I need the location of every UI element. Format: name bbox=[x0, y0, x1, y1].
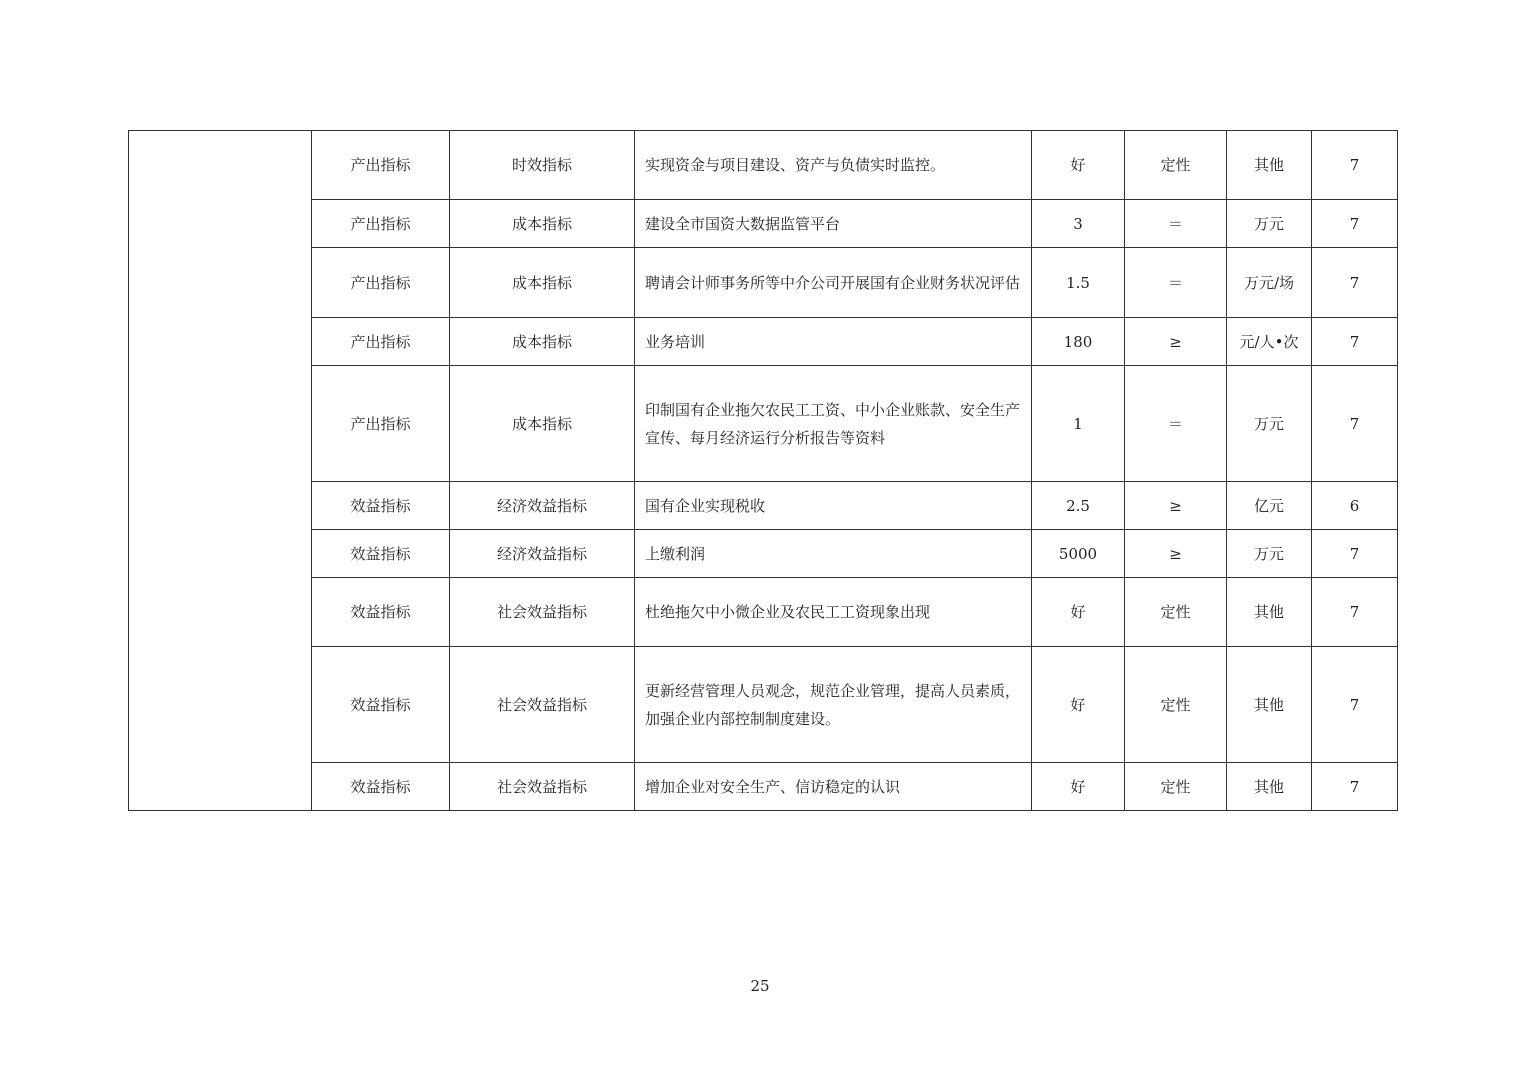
operator-cell: ＝ bbox=[1125, 366, 1227, 482]
indicator-description-cell: 上缴利润 bbox=[635, 530, 1032, 578]
unit-cell: 万元 bbox=[1227, 366, 1312, 482]
table-row bbox=[129, 763, 1398, 811]
level1-indicator-cell: 效益指标 bbox=[312, 578, 450, 647]
level2-indicator-cell: 社会效益指标 bbox=[450, 763, 635, 811]
table-row bbox=[129, 131, 1398, 200]
table-row bbox=[129, 647, 1398, 763]
level1-indicator-cell: 效益指标 bbox=[312, 482, 450, 530]
level2-indicator-cell: 社会效益指标 bbox=[450, 647, 635, 763]
level1-indicator-cell: 产出指标 bbox=[312, 131, 450, 200]
indicator-description-cell: 杜绝拖欠中小微企业及农民工工资现象出现 bbox=[635, 578, 1032, 647]
score-cell: 7 bbox=[1312, 200, 1398, 248]
operator-cell: 定性 bbox=[1125, 763, 1227, 811]
indicator-description-cell: 实现资金与项目建设、资产与负债实时监控。 bbox=[635, 131, 1032, 200]
score-cell: 6 bbox=[1312, 482, 1398, 530]
indicator-description-cell: 建设全市国资大数据监管平台 bbox=[635, 200, 1032, 248]
operator-cell: 定性 bbox=[1125, 131, 1227, 200]
operator-cell: ≥ bbox=[1125, 530, 1227, 578]
score-cell: 7 bbox=[1312, 131, 1398, 200]
table-row bbox=[129, 200, 1398, 248]
unit-cell: 其他 bbox=[1227, 131, 1312, 200]
score-cell: 7 bbox=[1312, 763, 1398, 811]
level2-indicator-cell: 社会效益指标 bbox=[450, 578, 635, 647]
score-cell: 7 bbox=[1312, 366, 1398, 482]
operator-cell: 定性 bbox=[1125, 578, 1227, 647]
level1-indicator-cell: 产出指标 bbox=[312, 366, 450, 482]
target-value-cell: 1.5 bbox=[1032, 248, 1125, 318]
level2-indicator-cell: 成本指标 bbox=[450, 248, 635, 318]
target-value-cell: 好 bbox=[1032, 647, 1125, 763]
table-row bbox=[129, 248, 1398, 318]
merged-empty-cell bbox=[129, 131, 312, 811]
operator-cell: ＝ bbox=[1125, 248, 1227, 318]
operator-cell: ≥ bbox=[1125, 318, 1227, 366]
score-cell: 7 bbox=[1312, 318, 1398, 366]
page-number: 25 bbox=[750, 977, 770, 995]
score-cell: 7 bbox=[1312, 248, 1398, 318]
target-value-cell: 好 bbox=[1032, 131, 1125, 200]
performance-indicator-table bbox=[128, 130, 1398, 811]
level2-indicator-cell: 成本指标 bbox=[450, 366, 635, 482]
unit-cell: 其他 bbox=[1227, 763, 1312, 811]
level1-indicator-cell: 效益指标 bbox=[312, 647, 450, 763]
indicator-description-cell: 印制国有企业拖欠农民工工资、中小企业账款、安全生产宣传、每月经济运行分析报告等资料 bbox=[635, 366, 1032, 482]
table-row bbox=[129, 482, 1398, 530]
level2-indicator-cell: 时效指标 bbox=[450, 131, 635, 200]
indicator-description-cell: 业务培训 bbox=[635, 318, 1032, 366]
target-value-cell: 好 bbox=[1032, 578, 1125, 647]
target-value-cell: 好 bbox=[1032, 763, 1125, 811]
indicator-description-cell: 更新经营管理人员观念，规范企业管理，提高人员素质，加强企业内部控制制度建设。 bbox=[635, 647, 1032, 763]
target-value-cell: 1 bbox=[1032, 366, 1125, 482]
indicator-description-cell: 国有企业实现税收 bbox=[635, 482, 1032, 530]
level2-indicator-cell: 成本指标 bbox=[450, 200, 635, 248]
table-row bbox=[129, 318, 1398, 366]
level2-indicator-cell: 成本指标 bbox=[450, 318, 635, 366]
indicator-description-cell: 聘请会计师事务所等中介公司开展国有企业财务状况评估 bbox=[635, 248, 1032, 318]
operator-cell: ＝ bbox=[1125, 200, 1227, 248]
unit-cell: 其他 bbox=[1227, 647, 1312, 763]
unit-cell: 万元/场 bbox=[1227, 248, 1312, 318]
unit-cell: 其他 bbox=[1227, 578, 1312, 647]
unit-cell: 亿元 bbox=[1227, 482, 1312, 530]
target-value-cell: 180 bbox=[1032, 318, 1125, 366]
score-cell: 7 bbox=[1312, 647, 1398, 763]
unit-cell: 万元 bbox=[1227, 530, 1312, 578]
table-row bbox=[129, 530, 1398, 578]
score-cell: 7 bbox=[1312, 578, 1398, 647]
target-value-cell: 2.5 bbox=[1032, 482, 1125, 530]
target-value-cell: 5000 bbox=[1032, 530, 1125, 578]
operator-cell: 定性 bbox=[1125, 647, 1227, 763]
level1-indicator-cell: 产出指标 bbox=[312, 248, 450, 318]
level2-indicator-cell: 经济效益指标 bbox=[450, 482, 635, 530]
operator-cell: ≥ bbox=[1125, 482, 1227, 530]
level1-indicator-cell: 产出指标 bbox=[312, 200, 450, 248]
table-row bbox=[129, 578, 1398, 647]
unit-cell: 万元 bbox=[1227, 200, 1312, 248]
table-row bbox=[129, 366, 1398, 482]
score-cell: 7 bbox=[1312, 530, 1398, 578]
target-value-cell: 3 bbox=[1032, 200, 1125, 248]
level1-indicator-cell: 效益指标 bbox=[312, 763, 450, 811]
unit-cell: 元/人•次 bbox=[1227, 318, 1312, 366]
level1-indicator-cell: 效益指标 bbox=[312, 530, 450, 578]
level1-indicator-cell: 产出指标 bbox=[312, 318, 450, 366]
indicator-description-cell: 增加企业对安全生产、信访稳定的认识 bbox=[635, 763, 1032, 811]
level2-indicator-cell: 经济效益指标 bbox=[450, 530, 635, 578]
